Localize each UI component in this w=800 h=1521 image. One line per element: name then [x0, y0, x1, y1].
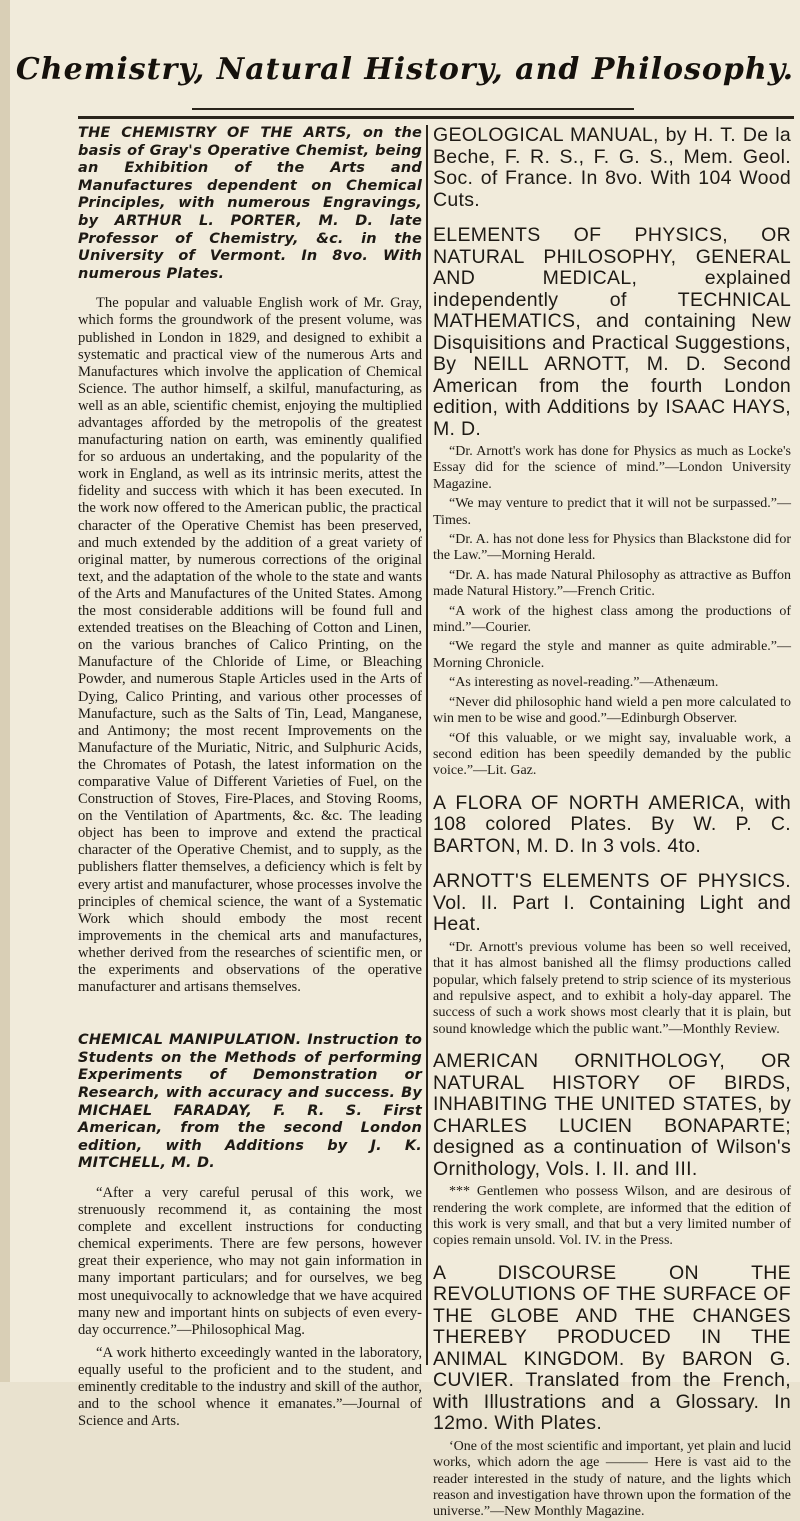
review-quote: “Never did philosophic hand wield a pen more calculated to win men to be wise and good.”—Edinburgh Observer.: [433, 694, 791, 727]
spacer: [78, 1002, 422, 1032]
review-quote: “We may venture to predict that it will not be surpassed.”—Times.: [433, 496, 791, 528]
chemical-manipulation-review: “After a very careful perusal of this work, we strenuously recommend it, as containing the most complete and excellent instructions for conducting chemical experiments. There are few persons, however great their experience, who may not gain information in many important particulars; and for ourselves, we beg most unequivocally to acknowledge that we have acquired many new and important hints on subjects of even every-day occurrence.”—Philosophical Mag.: [78, 1184, 422, 1338]
review-quote: “As interesting as novel-reading.”—Athenæum.: [449, 675, 719, 691]
chemical-manipulation-review-2: “A work hitherto exceedingly wanted in the laboratory, equally useful to the proficient and to the student, and eminently creditable to the industry and skill of the author, and to the school whence it emanates.”—Journal of Science and Arts.: [78, 1344, 422, 1430]
review-quote: “A work of the highest class among the productions of mind.”—Courier.: [433, 603, 791, 636]
review-quote: “Of this valuable, or we might say, invaluable work, a second edition has been speedily demanded by the public voice.”—Lit. Gaz.: [433, 730, 791, 779]
advertisement-columns: [78, 116, 794, 1520]
column-divider: [426, 125, 428, 1365]
page-title: Chemistry, Natural History, and Philosophy.: [15, 52, 795, 87]
cuvier-discourse-heading: A DISCOURSE ON THE REVOLUTIONS OF THE SURFACE OF THE GLOBE AND THE CHANGES THEREBY PRODUCED IN THE ANIMAL KINGDOM. By BARON G. CUVIER. Translated from the French, with Illustrations and a Glossary. In 12mo. With Plates.: [433, 1261, 791, 1435]
geological-manual-heading: GEOLOGICAL MANUAL, by H. T. De la Beche, F. R. S., F. G. S., Mem. Geol. Soc. of France. In 8vo. With 104 Wood Cuts.: [433, 124, 791, 211]
elements-of-physics-heading: ELEMENTS OF PHYSICS, OR NATURAL PHILOSOPHY, GENERAL AND MEDICAL, explained independently of TECHNICAL MATHEMATICS, and containing New Disquisitions and Practical Suggestions, By NEILL ARNOTT, M. D. Second American from the fourth London edition, with Additions by ISAAC HAYS, M. D.: [433, 224, 791, 440]
arnotts-elements-heading: ARNOTT'S ELEMENTS OF PHYSICS. Vol. II. Part I. Containing Light and Heat.: [433, 870, 791, 936]
left-column: [78, 125, 422, 1430]
review-quote: “Dr. Arnott's work has done for Physics as much as Locke's Essay did for the science of mind.”—London University Magazine.: [433, 444, 791, 492]
review-quote: “Dr. A. has made Natural Philosophy as attractive as Buffon made Natural History.”—French Critic.: [433, 567, 791, 600]
review-quote: “Dr. A. has not done less for Physics than Blackstone did for the Law.”—Morning Herald.: [433, 532, 791, 564]
chemistry-of-arts-description: The popular and valuable English work of Mr. Gray, which forms the groundwork of the present volume, was published in London in 1829, and designed to exhibit a systematic and practical view of the numerous Arts and Manufactures which involve the application of Chemical Science. The author himself, a skilful, manufacturing, as well as an able, scientific chemist, enjoying the multiplied advantages afforded by the metropolis of the greatest manufacturing nation on earth, was eminently qualified for so arduous an undertaking, and the popularity of the work in England, as well as its intrinsic merits, attest the fidelity and success with which it has been executed. In the work now offered to the American public, the practical character of the Operative Chemist has been preserved, and much extended by the addition of a great variety of original matter, by numerous corrections of the original text, and the adaptation of the whole to the state and wants of the Arts and Manufactures of the United States. Among the most considerable additions will be found full and extended treatises on the Bleaching of Cotton and Linen, on the various branches of Calico Printing, on the Manufacture of the Chloride of Lime, or Bleaching Powder, and numerous Staple Articles used in the Arts of Dying, Calico Printing, and various other processes of Manufacture, such as the Salts of Tin, Lead, Manganese, and Antimony; the most recent Improvements on the Manufacture of the Muriatic, Nitric, and Sulphuric Acids, the Chromates of Potash, the latest information on the comparative Value of Different Varieties of Fuel, on the Construction of Stoves, Fire-Places, and Stoving Rooms, on the Ventilation of Apartments, &c. &c. The leading object has been to improve and extend the practical character of the Operative Chemist, and to supply, as the publishers flatter themselves, a deficiency which is felt by every artist and manufacturer, whose processes involve the principles of chemical science, the want of a Systematic Work which should embody the most recent improvements in the chemical arts and manufactures, whether derived from the researches of scientific men, or the experiments and observations of the operative manufacturer and artisans themselves.: [78, 295, 422, 996]
chemistry-of-arts-heading: THE CHEMISTRY OF THE ARTS, on the basis of Gray's Operative Chemist, being an Exhibition of the Arts and Manufactures dependent on Chemical Principles, with numerous Engravings, by ARTHUR L. PORTER, M. D. late Professor of Chemistry, &c. in the University of Vermont. In 8vo. With numerous Plates.: [78, 125, 422, 282]
right-column: [433, 124, 791, 1520]
arnotts-elements-review: “Dr. Arnott's previous volume has been so well received, that it has almost banished all the flimsy productions called popular, which falsely pretend to strip science of its mysterious and repulsive aspect, and to exhibit a holy-day apparel. The success of such a work shows most clearly that it is plain, but sound knowledge which the public want.”—Monthly Review.: [433, 939, 791, 1037]
header-rule: [192, 108, 634, 110]
cuvier-discourse-review: ‘One of the most scientific and important, yet plain and lucid works, which adorn the age ——— Here is vast aid to the reader interested in the study of nature, and the lights which reason and investigation have thrown upon the formation of the universe.”—New Monthly Magazine.: [433, 1438, 791, 1520]
american-ornithology-note: *** Gentlemen who possess Wilson, and are desirous of rendering the work complete, are informed that the edition of this work is very small, and that but a very limited number of copies remain unsold. Vol. IV. in the Press.: [433, 1184, 791, 1249]
page-header: [10, 52, 800, 116]
chemical-manipulation-heading: CHEMICAL MANIPULATION. Instruction to Students on the Methods of performing Experiments of Demonstration or Research, with accuracy and success. By MICHAEL FARADAY, F. R. S. First American, from the second London edition, with Additions by J. K. MITCHELL, M. D.: [78, 1032, 422, 1172]
flora-north-america-heading: A FLORA OF NORTH AMERICA, with 108 colored Plates. By W. P. C. BARTON, M. D. In 3 vols. 4to.: [433, 791, 791, 857]
review-quote: “We regard the style and manner as quite admirable.”—Morning Chronicle.: [433, 639, 791, 671]
american-ornithology-heading: AMERICAN ORNITHOLOGY, OR NATURAL HISTORY OF BIRDS, INHABITING THE UNITED STATES, by CHARLES LUCIEN BONAPARTE; designed as a continuation of Wilson's Ornithology, Vols. I. II. and III.: [433, 1050, 791, 1180]
